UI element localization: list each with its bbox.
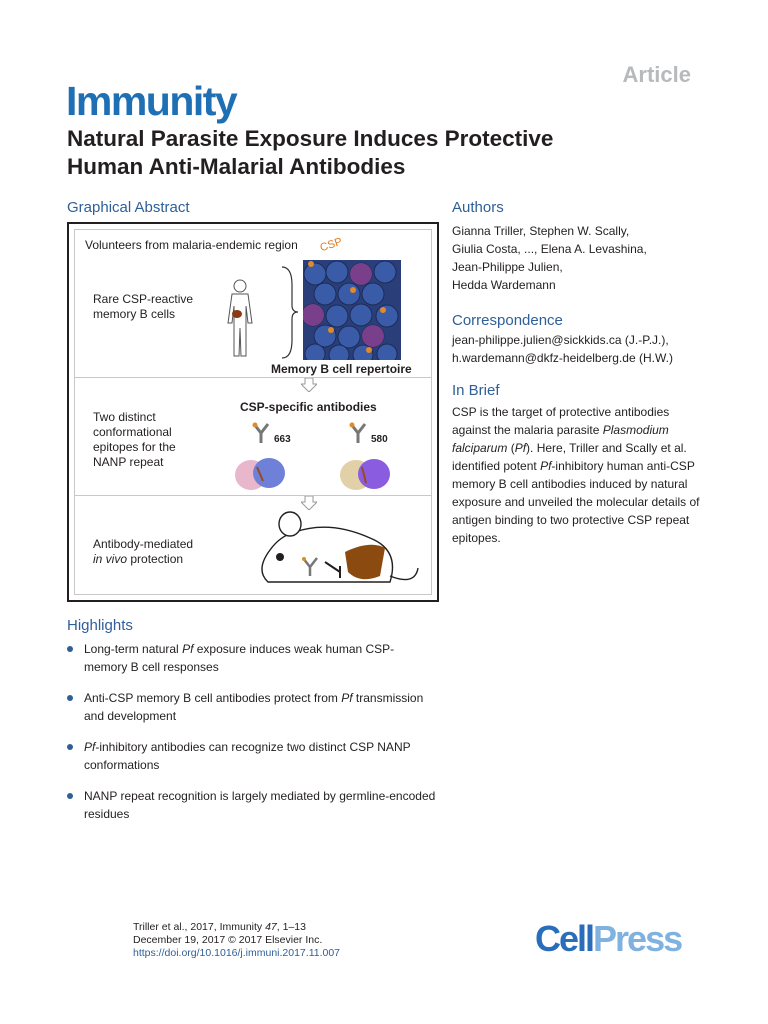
- title-line: Human Anti-Malarial Antibodies: [67, 154, 406, 179]
- correspondence-heading: Correspondence: [452, 312, 563, 329]
- antibody-icon: [250, 422, 272, 444]
- mouse-icon: [240, 510, 440, 592]
- title-line: Natural Parasite Exposure Induces Protective: [67, 126, 554, 151]
- label-line: Two distinct: [93, 410, 156, 424]
- citation-line: [133, 921, 340, 934]
- highlights-heading: Highlights: [67, 617, 133, 634]
- label-line: Antibody-mediated: [93, 537, 194, 551]
- panel-divider: [75, 495, 431, 496]
- label-line: conformational: [93, 425, 172, 439]
- doi-link[interactable]: https://doi.org/10.1016/j.immuni.2017.11.007: [133, 947, 341, 959]
- label-line: protection: [127, 552, 184, 566]
- author-list: [452, 222, 702, 294]
- highlight-text: exposure induces weak human CSP-memory B cell responses: [84, 642, 395, 674]
- logo-part: Press: [593, 918, 682, 959]
- human-figure-icon: [220, 278, 260, 358]
- citation-footer: [133, 921, 340, 960]
- in-brief-text: [452, 403, 702, 547]
- brief-text: CSP is the target of protective antibodies against the malaria parasite: [452, 405, 670, 437]
- highlight-text: Anti-CSP memory B cell antibodies protect from: [84, 691, 342, 705]
- highlight-item: [67, 787, 437, 823]
- csp-antibodies-label: CSP-specific antibodies: [240, 400, 377, 414]
- volume: 47: [265, 921, 277, 933]
- citation-text: Triller et al., 2017, Immunity: [133, 921, 266, 933]
- highlight-text: NANP repeat recognition is largely mediated by germline-encoded residues: [84, 789, 436, 821]
- species-name: Plasmodium falciparum: [452, 423, 669, 455]
- species-abbr: Pf: [540, 459, 552, 473]
- email-link[interactable]: h.wardemann@dkfz-heidelberg.de (H.W.): [452, 351, 673, 365]
- date-line: December 19, 2017 © 2017 Elsevier Inc.: [133, 934, 323, 946]
- highlight-item: [67, 689, 437, 725]
- bullet-icon: [67, 744, 73, 750]
- graphical-abstract: [67, 222, 439, 602]
- logo-part: Cell: [535, 918, 594, 959]
- graphical-abstract-heading: Graphical Abstract: [67, 199, 190, 216]
- antibody-663-label: 663: [274, 434, 291, 445]
- fab-663-complex-icon: [233, 455, 288, 495]
- label-line: memory B cells: [93, 307, 176, 321]
- article-type-label: Article: [622, 62, 691, 87]
- antibody-icon: [347, 422, 369, 444]
- page-title: [67, 125, 667, 181]
- highlight-em: Pf: [341, 691, 353, 705]
- down-arrow-icon: [301, 496, 317, 510]
- highlight-item: [67, 738, 437, 774]
- journal-logo: Immunity: [66, 78, 237, 124]
- label-line: NANP repeat: [93, 455, 164, 469]
- antibody-580-label: 580: [371, 434, 388, 445]
- highlight-em: Pf: [84, 740, 96, 754]
- brief-text: -inhibitory human anti-CSP memory B cell antibodies induced by natural exposure and unveiled the molecular details of antigen binding to two protective CSP repeat epitopes.: [452, 459, 700, 545]
- repertoire-label: Memory B cell repertoire: [271, 362, 412, 376]
- bullet-icon: [67, 793, 73, 799]
- bullet-icon: [67, 646, 73, 652]
- species-abbr: Pf: [514, 441, 527, 455]
- author-line: Jean-Philippe Julien,: [452, 260, 563, 274]
- graphical-abstract-frame: [74, 229, 432, 595]
- bullet-icon: [67, 695, 73, 701]
- in-brief-heading: In Brief: [452, 382, 500, 399]
- highlight-text: transmission and development: [84, 691, 424, 723]
- highlight-text: -inhibitory antibodies can recognize two distinct CSP NANP conformations: [84, 740, 411, 772]
- author-line: Hedda Wardemann: [452, 278, 556, 292]
- volunteers-label: Volunteers from malaria-endemic region: [85, 238, 298, 252]
- authors-heading: Authors: [452, 199, 504, 216]
- brief-text: ). Here, Triller and Scally et al. identified potent: [452, 441, 687, 473]
- highlight-em: Pf: [182, 642, 194, 656]
- label-em: in vivo: [93, 552, 128, 566]
- author-line: Giulia Costa, ..., Elena A. Levashina,: [452, 242, 647, 256]
- panel-divider: [75, 377, 431, 378]
- epitopes-label: [93, 410, 176, 470]
- author-line: Gianna Triller, Stephen W. Scally,: [452, 224, 630, 238]
- label-line: Rare CSP-reactive: [93, 292, 194, 306]
- email-link[interactable]: jean-philippe.julien@sickkids.ca (J.-P.J.),: [452, 333, 669, 347]
- protection-label: [93, 537, 193, 567]
- brace-icon: [280, 265, 300, 360]
- label-line: epitopes for the: [93, 440, 176, 454]
- brief-text: (: [507, 441, 515, 455]
- highlights-list: [67, 640, 437, 836]
- cellpress-logo: [535, 918, 681, 960]
- csp-label: CSP: [318, 235, 344, 255]
- down-arrow-icon: [301, 378, 317, 392]
- fab-580-complex-icon: [338, 455, 393, 495]
- highlight-text: Long-term natural: [84, 642, 183, 656]
- highlight-item: [67, 640, 437, 676]
- b-cell-repertoire-icon: [303, 260, 401, 360]
- rare-cells-label: [93, 292, 193, 322]
- citation-text: , 1–13: [276, 921, 306, 933]
- correspondence-emails: [452, 331, 712, 367]
